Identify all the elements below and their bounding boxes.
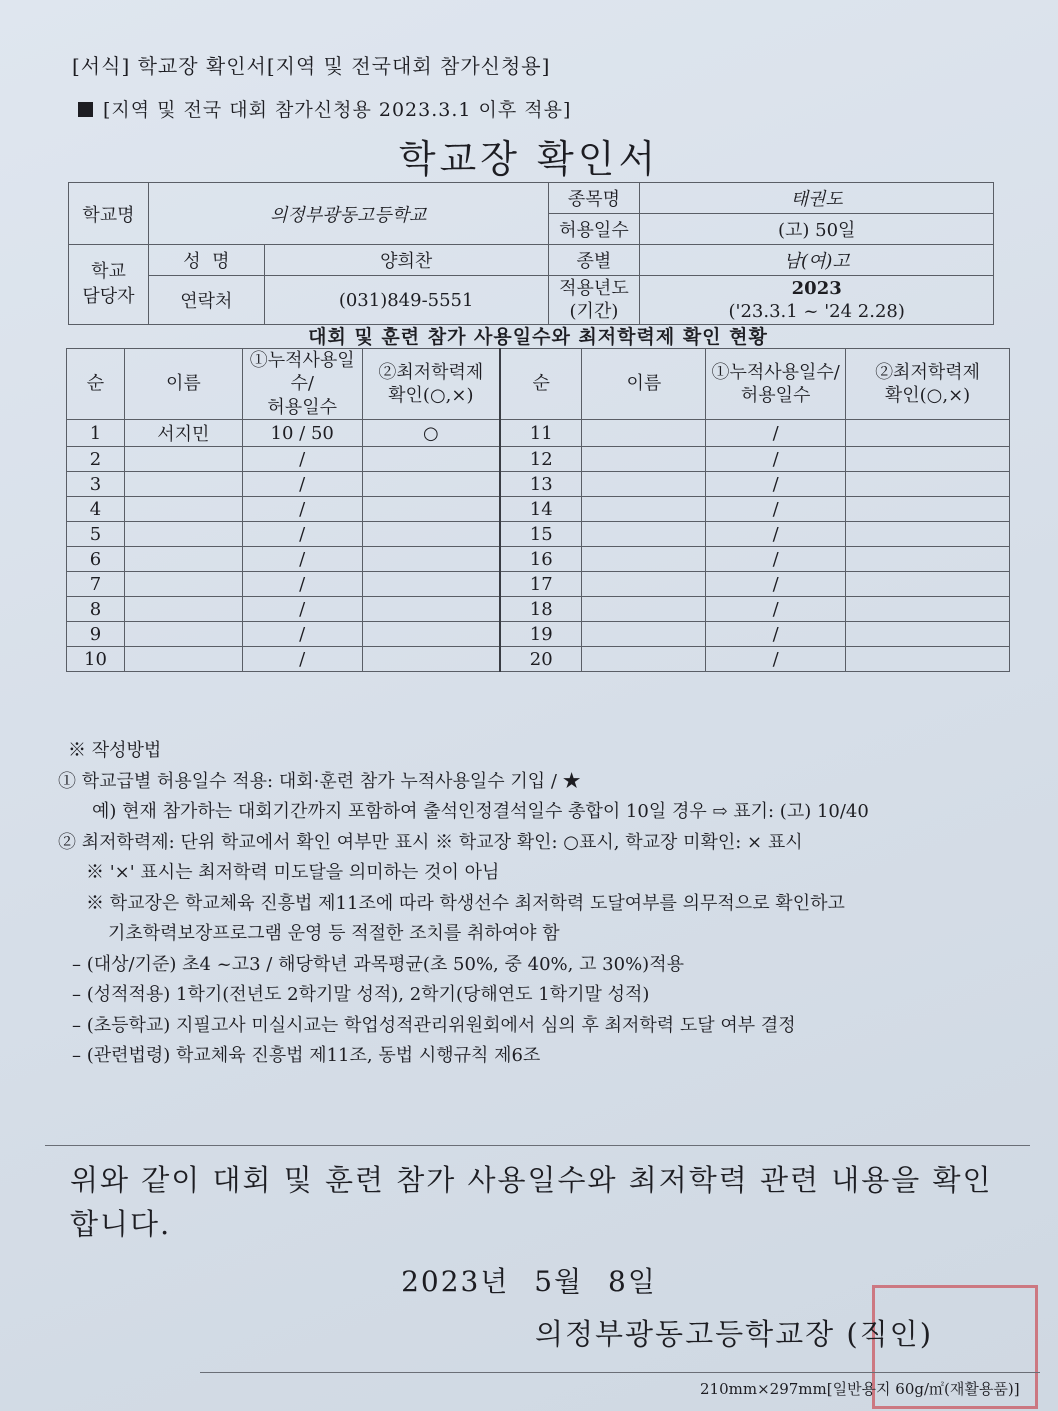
row-days-cell: / <box>242 447 362 472</box>
row-days-cell: / <box>242 522 362 547</box>
row-check-cell <box>846 622 1010 647</box>
year-label: 적용년도 (기간) <box>548 276 640 325</box>
table-row <box>67 472 1010 497</box>
row-name-cell <box>582 420 706 447</box>
row-days-cell: 10 / 50 <box>242 420 362 447</box>
paper-spec: 210mm×297mm[일반용지 60g/㎡(재활용품)] <box>700 1380 1020 1398</box>
row-name-cell <box>124 447 242 472</box>
row-days-cell: / <box>706 522 846 547</box>
row-days-cell: / <box>706 597 846 622</box>
year-cell <box>640 276 994 325</box>
row-check-cell <box>362 497 500 522</box>
year-value: 2023 <box>791 277 842 299</box>
row-name-cell <box>582 497 706 522</box>
row-check-cell <box>362 622 500 647</box>
col-name: 이름 <box>124 349 242 420</box>
row-check-cell <box>846 547 1010 572</box>
row-check-cell <box>362 547 500 572</box>
col-no: 순 <box>500 349 582 420</box>
note-line: ※ 학교장은 학교체육 진흥법 제11조에 따라 학생선수 최저학력 도달여부를 의무적으로 확인하고 <box>86 892 845 914</box>
row-check-cell <box>846 447 1010 472</box>
name-label: 성 명 <box>148 245 264 276</box>
row-check-cell <box>846 522 1010 547</box>
note-line: – (관련법령) 학교체육 진흥법 제11조, 동법 시행규칙 제6조 <box>72 1045 541 1066</box>
table-row <box>67 522 1010 547</box>
row-name-cell <box>582 447 706 472</box>
note-line: ② 최저학력제: 단위 학교에서 확인 여부만 표시 ※ 학교장 확인: ○표시, 학교장 미확인: × 표시 <box>58 831 803 853</box>
row-check-cell <box>846 420 1010 447</box>
row-check-cell: ○ <box>362 420 500 447</box>
row-name-cell <box>582 522 706 547</box>
table-row <box>67 572 1010 597</box>
col-days: ①누적사용일수/ 허용일수 <box>242 349 362 420</box>
row-no-cell: 17 <box>500 572 582 597</box>
signer: 의정부광동고등학교장 (직인) <box>535 1317 934 1351</box>
issue-date: 2023년 5월 8일 <box>401 1265 657 1298</box>
table-row <box>67 447 1010 472</box>
table-row <box>67 420 1010 447</box>
contact-value: (031)849-5551 <box>264 276 548 325</box>
row-no-cell: 18 <box>500 597 582 622</box>
notes <box>58 736 1038 1072</box>
row-name-cell <box>582 547 706 572</box>
sport-label: 종목명 <box>548 183 640 214</box>
row-days-cell: / <box>242 622 362 647</box>
row-no-cell: 10 <box>67 647 125 672</box>
row-days-cell: / <box>242 647 362 672</box>
contact-label: 연락처 <box>148 276 264 325</box>
row-no-cell: 12 <box>500 447 582 472</box>
row-check-cell <box>362 522 500 547</box>
table-row <box>67 547 1010 572</box>
row-no-cell: 15 <box>500 522 582 547</box>
school-label: 학교명 <box>69 183 149 245</box>
note-line: ① 학교급별 허용일수 적용: 대회·훈련 참가 누적사용일수 기입 / ★ <box>58 770 581 792</box>
row-check-cell <box>362 647 500 672</box>
row-days-cell: / <box>706 622 846 647</box>
notes-heading: ※ 작성방법 <box>68 740 162 761</box>
row-days-cell: / <box>706 547 846 572</box>
period-value: ('23.3.1 ~ '24 2.28) <box>728 301 905 322</box>
row-days-cell: / <box>242 572 362 597</box>
row-name-cell <box>582 622 706 647</box>
form-tag: [서식] 학교장 확인서[지역 및 전국대회 참가신청용] <box>72 54 551 78</box>
note-line: 기초학력보장프로그램 운영 등 적절한 조치를 취하여야 함 <box>108 923 560 944</box>
row-days-cell: / <box>706 420 846 447</box>
row-days-cell: / <box>706 647 846 672</box>
row-days-cell: / <box>706 472 846 497</box>
row-days-cell: / <box>242 472 362 497</box>
page-title: 학교장 확인서 <box>398 137 660 181</box>
divider <box>200 1372 1040 1373</box>
note-line: – (대상/기준) 초4 ~고3 / 해당학년 과목평균(초 50%, 중 40%, 고 30%)적용 <box>72 953 684 975</box>
school-value: 의정부광동고등학교 <box>148 183 548 245</box>
row-days-cell: / <box>706 447 846 472</box>
divider <box>45 1145 1030 1146</box>
sport-value: 태권도 <box>640 183 994 214</box>
row-name-cell <box>582 472 706 497</box>
row-no-cell: 14 <box>500 497 582 522</box>
note-line: 예) 현재 참가하는 대회기간까지 포함하여 출석인정결석일수 총합이 10일 경우 ⇨ 표기: (고) 10/40 <box>92 801 869 822</box>
col-check: ②최저학력제 확인(○,×) <box>846 349 1010 420</box>
note-line: – (성적적용) 1학기(전년도 2학기말 성적), 2학기(당해연도 1학기말 성적) <box>72 984 650 1005</box>
info-table <box>68 182 994 325</box>
row-check-cell <box>846 472 1010 497</box>
row-no-cell: 9 <box>67 622 125 647</box>
row-name-cell <box>582 597 706 622</box>
row-check-cell <box>362 447 500 472</box>
row-days-cell: / <box>242 497 362 522</box>
row-check-cell <box>846 647 1010 672</box>
gender-label: 종별 <box>548 245 640 276</box>
note-line: ※ '×' 표시는 최저학력 미도달을 의미하는 것이 아님 <box>86 862 500 883</box>
row-check-cell <box>362 597 500 622</box>
allowed-value: (고) 50일 <box>640 214 994 245</box>
table-row <box>67 622 1010 647</box>
row-no-cell: 3 <box>67 472 125 497</box>
table-row <box>67 597 1010 622</box>
subline <box>78 95 571 122</box>
table-row <box>67 647 1010 672</box>
row-check-cell <box>362 572 500 597</box>
row-no-cell: 5 <box>67 522 125 547</box>
row-no-cell: 19 <box>500 622 582 647</box>
row-no-cell: 7 <box>67 572 125 597</box>
row-no-cell: 20 <box>500 647 582 672</box>
manager-label: 학교 담당자 <box>69 245 149 325</box>
row-no-cell: 2 <box>67 447 125 472</box>
subline-text: [지역 및 전국 대회 참가신청용 2023.3.1 이후 적용] <box>103 99 572 121</box>
row-no-cell: 13 <box>500 472 582 497</box>
row-check-cell <box>846 597 1010 622</box>
section-title: 대회 및 훈련 참가 사용일수와 최저학력제 확인 현황 <box>308 326 768 348</box>
row-days-cell: / <box>706 572 846 597</box>
col-name: 이름 <box>582 349 706 420</box>
square-bullet-icon <box>78 102 93 117</box>
row-check-cell <box>846 497 1010 522</box>
table-row <box>67 497 1010 522</box>
row-check-cell <box>362 472 500 497</box>
row-name-cell <box>124 572 242 597</box>
row-no-cell: 11 <box>500 420 582 447</box>
row-no-cell: 6 <box>67 547 125 572</box>
row-name-cell <box>582 647 706 672</box>
row-no-cell: 4 <box>67 497 125 522</box>
col-no: 순 <box>67 349 125 420</box>
row-no-cell: 8 <box>67 597 125 622</box>
col-days: ①누적사용일수/ 허용일수 <box>706 349 846 420</box>
row-name-cell <box>124 497 242 522</box>
row-no-cell: 16 <box>500 547 582 572</box>
confirm-text: 위와 같이 대회 및 훈련 참가 사용일수와 최저학력 관련 내용을 확인합니다. <box>70 1163 993 1241</box>
row-name-cell <box>124 547 242 572</box>
gender-value: 남(여)고 <box>640 245 994 276</box>
name-value: 양희찬 <box>264 245 548 276</box>
row-days-cell: / <box>242 547 362 572</box>
row-name-cell <box>582 572 706 597</box>
note-line: – (초등학교) 지필고사 미실시교는 학업성적관리위원회에서 심의 후 최저학력 도달 여부 결정 <box>72 1014 796 1036</box>
row-no-cell: 1 <box>67 420 125 447</box>
records-table <box>66 348 1010 672</box>
row-name-cell <box>124 472 242 497</box>
row-name-cell <box>124 647 242 672</box>
row-check-cell <box>846 572 1010 597</box>
col-check: ②최저학력제 확인(○,×) <box>362 349 500 420</box>
allowed-label: 허용일수 <box>548 214 640 245</box>
row-name-cell: 서지민 <box>124 420 242 447</box>
row-name-cell <box>124 522 242 547</box>
row-name-cell <box>124 597 242 622</box>
row-name-cell <box>124 622 242 647</box>
row-days-cell: / <box>242 597 362 622</box>
row-days-cell: / <box>706 497 846 522</box>
